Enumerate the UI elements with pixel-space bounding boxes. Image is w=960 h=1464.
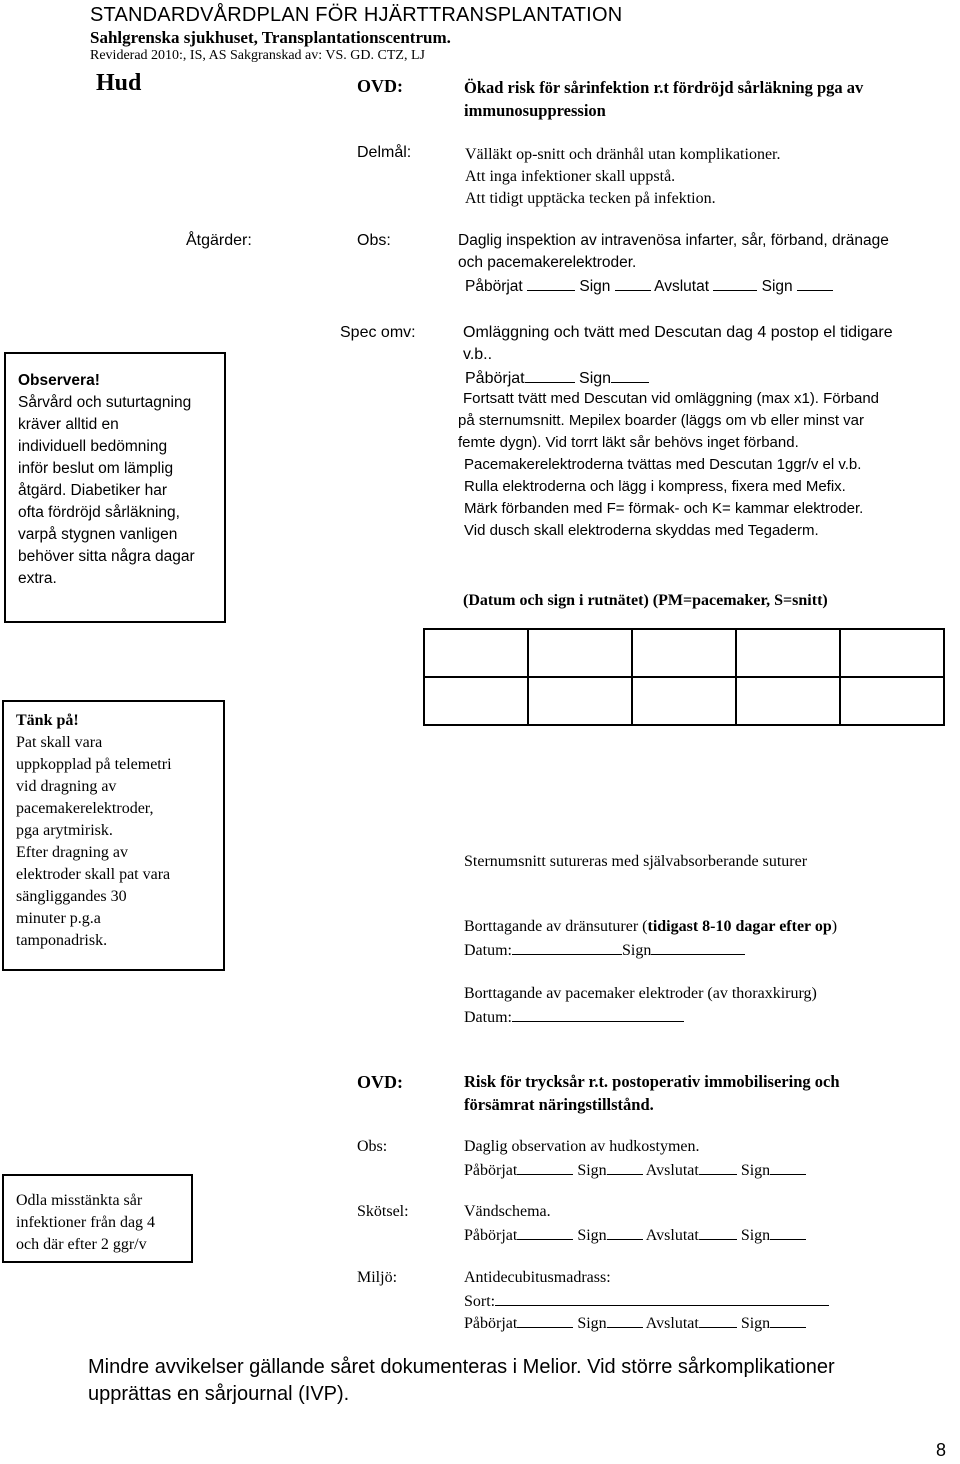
dran-suture-post: ) <box>831 918 838 935</box>
delmal-line-3: Att tidigt upptäcka tecken på infektion. <box>465 190 716 207</box>
paborjat-field[interactable] <box>517 1160 573 1175</box>
dran-suture-timing: tidigast 8-10 dagar efter op <box>647 918 832 935</box>
sign-field[interactable] <box>770 1160 806 1175</box>
document-subtitle: Sahlgrenska sjukhuset, Transplantationscentrum. <box>90 28 451 47</box>
observera-line: inför beslut om lämplig <box>18 460 174 477</box>
grid-cell[interactable] <box>631 676 737 726</box>
paborjat-label: Påbörjat <box>465 278 523 295</box>
sort-field[interactable] <box>495 1291 829 1306</box>
observera-line: ofta fördröjd sårläkning, <box>18 504 180 521</box>
dran-suture-text <box>464 918 837 936</box>
datum-field[interactable] <box>512 1007 684 1022</box>
tank-pa-line: pga arytmirisk. <box>16 822 113 839</box>
sternum-suture-text: Sternumsnitt sutureras med självabsorberande suturer <box>464 853 808 870</box>
avslutat-label: Avslutat <box>645 1162 699 1179</box>
avslutat-field[interactable] <box>713 276 757 291</box>
dran-datum-row <box>464 940 745 960</box>
obs2-text: Daglig observation av hudkostymen. <box>464 1138 700 1155</box>
observera-line: varpå stygnen vanligen <box>18 526 178 543</box>
observera-line: behöver sitta några dagar <box>18 548 195 565</box>
datum-label: Datum: <box>464 942 512 959</box>
obs-sign-row <box>465 276 833 296</box>
page-number: 8 <box>936 1440 947 1460</box>
miljo-label: Miljö: <box>357 1269 398 1286</box>
sort-row <box>464 1291 829 1311</box>
grid-cell[interactable] <box>735 628 841 678</box>
footer-line-1: Mindre avvikelser gällande såret dokumenteras i Melior. Vid större sårkomplikationer <box>88 1356 835 1378</box>
grid-cell[interactable] <box>527 628 633 678</box>
grid-cell[interactable] <box>423 676 529 726</box>
tank-pa-box <box>2 700 225 971</box>
ovd2-label: OVD: <box>357 1072 403 1092</box>
odla-box <box>2 1174 193 1263</box>
sign-label: Sign <box>622 942 652 959</box>
paborjat-label: Påbörjat <box>464 1227 518 1244</box>
ovd-text-line-1: Ökad risk för sårinfektion r.t fördröjd sårläkning pga av <box>464 78 864 97</box>
tank-pa-line: vid dragning av <box>16 778 117 795</box>
observera-line: Sårvård och suturtagning <box>18 394 192 411</box>
grid-cell[interactable] <box>631 628 737 678</box>
tank-pa-line: elektroder skall pat vara <box>16 866 171 883</box>
section-heading-hud: Hud <box>96 70 142 96</box>
paborjat-field[interactable] <box>527 276 575 291</box>
miljo-sign-row <box>464 1313 806 1333</box>
odla-line: och där efter 2 ggr/v <box>16 1236 147 1253</box>
spec-line-mark: Märk förbanden med F= förmak- och K= kammar elektroder. <box>464 500 864 517</box>
avslutat-field[interactable] <box>699 1313 737 1328</box>
sort-label: Sort: <box>464 1293 496 1310</box>
observera-line: individuell bedömning <box>18 438 168 455</box>
footer-line-2: upprättas en sårjournal (IVP). <box>88 1383 350 1405</box>
sign-field[interactable] <box>615 276 651 291</box>
avslutat-field[interactable] <box>699 1225 737 1240</box>
grid-caption: (Datum och sign i rutnätet) (PM=pacemaker, S=snitt) <box>463 592 828 609</box>
spec-line-1: Omläggning och tvätt med Descutan dag 4 postop el tidigare <box>463 324 893 341</box>
spec-line-femte-dygn: femte dygn). Vid torrt läkt sår behövs inget förband. <box>458 434 799 451</box>
obs-line-1: Daglig inspektion av intravenösa infarter, sår, förband, dränage <box>458 232 889 249</box>
sign-field[interactable] <box>607 1160 643 1175</box>
tank-pa-heading: Tänk på! <box>16 712 79 729</box>
tank-pa-line: uppkopplad på telemetri <box>16 756 172 773</box>
sign-field[interactable] <box>607 1313 643 1328</box>
tank-pa-line: minuter p.g.a <box>16 910 101 927</box>
avslutat-label: Avslutat <box>645 1315 699 1332</box>
observera-line: kräver alltid en <box>18 416 119 433</box>
datum-label: Datum: <box>464 1009 512 1026</box>
obs-line-2: och pacemakerelektroder. <box>458 254 637 271</box>
datum-field[interactable] <box>512 940 622 955</box>
paborjat-label: Påbörjat <box>464 1315 518 1332</box>
obs-label: Obs: <box>357 232 391 249</box>
paborjat-field[interactable] <box>525 368 575 383</box>
grid-cell[interactable] <box>423 628 529 678</box>
spec-omv-label: Spec omv: <box>340 324 416 341</box>
revision-info: Reviderad 2010:, IS, AS Sakgranskad av: VS. GD. CTZ, LJ <box>90 48 425 63</box>
grid-cell[interactable] <box>735 676 841 726</box>
spec-line-dusch: Vid dusch skall elektroderna skyddas med Tegaderm. <box>464 522 819 539</box>
observera-line: extra. <box>18 570 57 587</box>
tank-pa-line: tamponadrisk. <box>16 932 108 949</box>
spec-sign-row <box>465 368 649 388</box>
ovd2-line-1: Risk för trycksår r.t. postoperativ immobilisering och <box>464 1072 840 1091</box>
dran-suture-pre: Borttagande av dränsuturer ( <box>464 918 648 935</box>
grid-cell[interactable] <box>839 628 945 678</box>
paborjat-label: Påbörjat <box>464 1162 518 1179</box>
skotsel-sign-row <box>464 1225 806 1245</box>
skotsel-text: Vändschema. <box>464 1203 551 1220</box>
ovd-label: OVD: <box>357 76 403 96</box>
avslutat-label: Avslutat <box>645 1227 699 1244</box>
grid-cell[interactable] <box>527 676 633 726</box>
sign-label: Sign <box>577 1315 607 1332</box>
obs2-label: Obs: <box>357 1138 388 1155</box>
spec-line-rulla: Rulla elektroderna och lägg i kompress, fixera med Mefix. <box>464 478 846 495</box>
delmal-line-1: Välläkt op-snitt och dränhål utan komplikationer. <box>465 146 781 163</box>
paborjat-field[interactable] <box>517 1225 573 1240</box>
pacemaker-datum-row <box>464 1007 684 1027</box>
observera-box <box>4 352 226 623</box>
sign-field[interactable] <box>651 940 745 955</box>
ovd-text-line-2: immunosuppression <box>464 101 606 120</box>
tank-pa-line: sängliggandes 30 <box>16 888 127 905</box>
miljo-text: Antidecubitusmadrass: <box>464 1269 611 1286</box>
spec-line-2: v.b.. <box>463 346 493 363</box>
odla-line: infektioner från dag 4 <box>16 1214 156 1231</box>
grid-cell[interactable] <box>839 676 945 726</box>
observera-heading: Observera! <box>18 372 100 389</box>
avslutat-field[interactable] <box>699 1160 737 1175</box>
sign-field[interactable] <box>770 1225 806 1240</box>
document-title: STANDARDVÅRDPLAN FÖR HJÄRTTRANSPLANTATION <box>90 4 623 26</box>
sign-label: Sign <box>740 1162 771 1179</box>
spec-line-pacemaker: Pacemakerelektroderna tvättas med Descutan 1ggr/v el v.b. <box>464 456 862 473</box>
spec-line-fortsatt: Fortsatt tvätt med Descutan vid omläggning (max x1). Förband <box>463 390 880 407</box>
paborjat-field[interactable] <box>517 1313 573 1328</box>
odla-line: Odla misstänkta sår <box>16 1192 143 1209</box>
obs2-sign-row <box>464 1160 806 1180</box>
paborjat-label: Påbörjat <box>465 370 525 387</box>
sign-label: Sign <box>740 1227 771 1244</box>
sign-label: Sign <box>740 1315 771 1332</box>
sign-label: Sign <box>761 278 793 295</box>
sign-field[interactable] <box>770 1313 806 1328</box>
avslutat-label: Avslutat <box>654 278 710 295</box>
ovd2-line-2: försämrat näringstillstånd. <box>464 1095 654 1114</box>
observera-line: åtgärd. Diabetiker har <box>18 482 168 499</box>
tank-pa-line: pacemakerelektroder, <box>16 800 154 817</box>
sign-label: Sign <box>577 1227 607 1244</box>
sign-field[interactable] <box>797 276 833 291</box>
tank-pa-line: Pat skall vara <box>16 734 103 751</box>
skotsel-label: Skötsel: <box>357 1203 409 1220</box>
sign-field[interactable] <box>611 368 649 383</box>
atgarder-label: Åtgärder: <box>186 232 252 249</box>
sign-field[interactable] <box>607 1225 643 1240</box>
sign-label: Sign <box>577 1162 607 1179</box>
delmal-label: Delmål: <box>357 144 412 161</box>
spec-line-sternumsnitt: på sternumsnitt. Mepilex boarder (läggs om vb eller minst var <box>458 412 864 429</box>
sign-label: Sign <box>579 370 612 387</box>
tank-pa-line: Efter dragning av <box>16 844 128 861</box>
delmal-line-2: Att inga infektioner skall uppstå. <box>465 168 676 185</box>
pacemaker-removal-text: Borttagande av pacemaker elektroder (av thoraxkirurg) <box>464 985 817 1002</box>
sign-label: Sign <box>579 278 611 295</box>
